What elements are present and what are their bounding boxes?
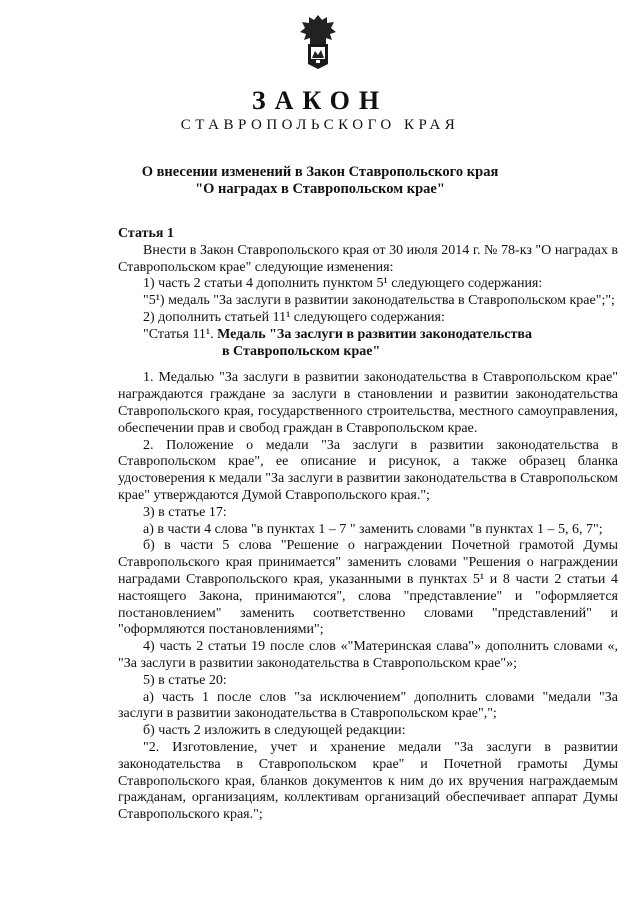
document-subtitle: СТАВРОПОЛЬСКОГО КРАЯ — [180, 117, 460, 133]
law-heading — [0, 164, 640, 198]
amendment-item-3: 3) в статье 17: — [143, 504, 227, 520]
law-heading-line1: О внесении изменений в Закон Ставропольского края — [141, 164, 499, 180]
spacer — [118, 360, 618, 370]
new-article-title-line2: в Ставропольском крае" — [222, 343, 381, 359]
amendment-item-4: 4) часть 2 статьи 19 после слов «"Материнская слава"» дополнить словами «, "За заслуги в развитии законодательства в Ставропольском крае"»; — [118, 639, 618, 671]
article-intro: Внести в Закон Ставропольского края от 30 июля 2014 г. № 78-кз "О наградах в Ставропольском крае" следующие изменения: — [118, 242, 618, 275]
amendment-item-2: 2) дополнить статьей 11¹ следующего содержания: — [143, 309, 445, 325]
amendment-item-1-text: "5¹) медаль "За заслуги в развитии законодательства в Ставропольском крае";"; — [143, 293, 615, 309]
amendment-item-3b: б) в части 5 слова "Решение о награждении Почетной грамотой Думы Ставропольского края принимается" заменить словами "Решения о награждении наградами Ставропольского края, указанными в пунктах 5¹ и 8 части 2 статьи 4 настоящего Закона, принимаются", слова "представление" и "оформляется постановлением" заменить соответственно словами "представлений" и "оформляются постановлениями"; — [118, 538, 618, 638]
amendment-item-5b: б) часть 2 изложить в следующей редакции: — [143, 723, 406, 739]
law-heading-line2: "О наградах в Ставропольском крае" — [195, 181, 445, 197]
document-title: ЗАКОН — [251, 86, 389, 115]
new-article-title-line1: Медаль "За заслуги в развитии законодательства — [217, 326, 532, 342]
amendment-item-5b-text: "2. Изготовление, учет и хранение медали "За заслуги в развитии законодательства в Ставропольском крае" и Почетной грамоты Думы Ставропольского края, бланков документов к ним до их вручения награждаемым гражданам, организациям, коллективам организаций обеспечивает аппарат Думы Ставропольского края."; — [118, 739, 618, 823]
new-article-heading — [118, 327, 618, 344]
document-body — [118, 226, 618, 824]
amendment-item-5a: а) часть 1 после слов "за исключением" дополнить словами "медали "За заслуги в развитии законодательства в Ставропольском крае","; — [118, 689, 618, 722]
amendment-item-3a: а) в части 4 слова "в пунктах 1 – 7 " заменить словами "в пунктах 1 – 5, 6, 7"; — [143, 521, 603, 537]
article-title: Статья 1 — [118, 226, 174, 241]
new-article-paragraph-2: 2. Положение о медали "За заслуги в развитии законодательства в Ставропольском крае", ее описание и рисунок, а также образец бланка удостоверения к медали "За заслуги в развитии законодательства в Ставропольском крае" утверждаются Думой Ставропольского края."; — [118, 437, 618, 503]
new-article-paragraph-1: 1. Медалью "За заслуги в развитии законодательства в Ставропольском крае" награждаются граждане за заслуги в становлении и развитии законодательства Ставропольского края, государственного строительства, местного самоуправления, обеспечении прав и свобод граждан в Ставропольском крае. — [118, 370, 618, 436]
amendment-item-5: 5) в статье 20: — [143, 672, 227, 688]
new-article-prefix: "Статья 11¹. — [143, 326, 214, 342]
coat-of-arms-emblem — [296, 14, 340, 70]
amendment-item-1: 1) часть 2 статьи 4 дополнить пунктом 5¹ следующего содержания: — [143, 276, 543, 292]
